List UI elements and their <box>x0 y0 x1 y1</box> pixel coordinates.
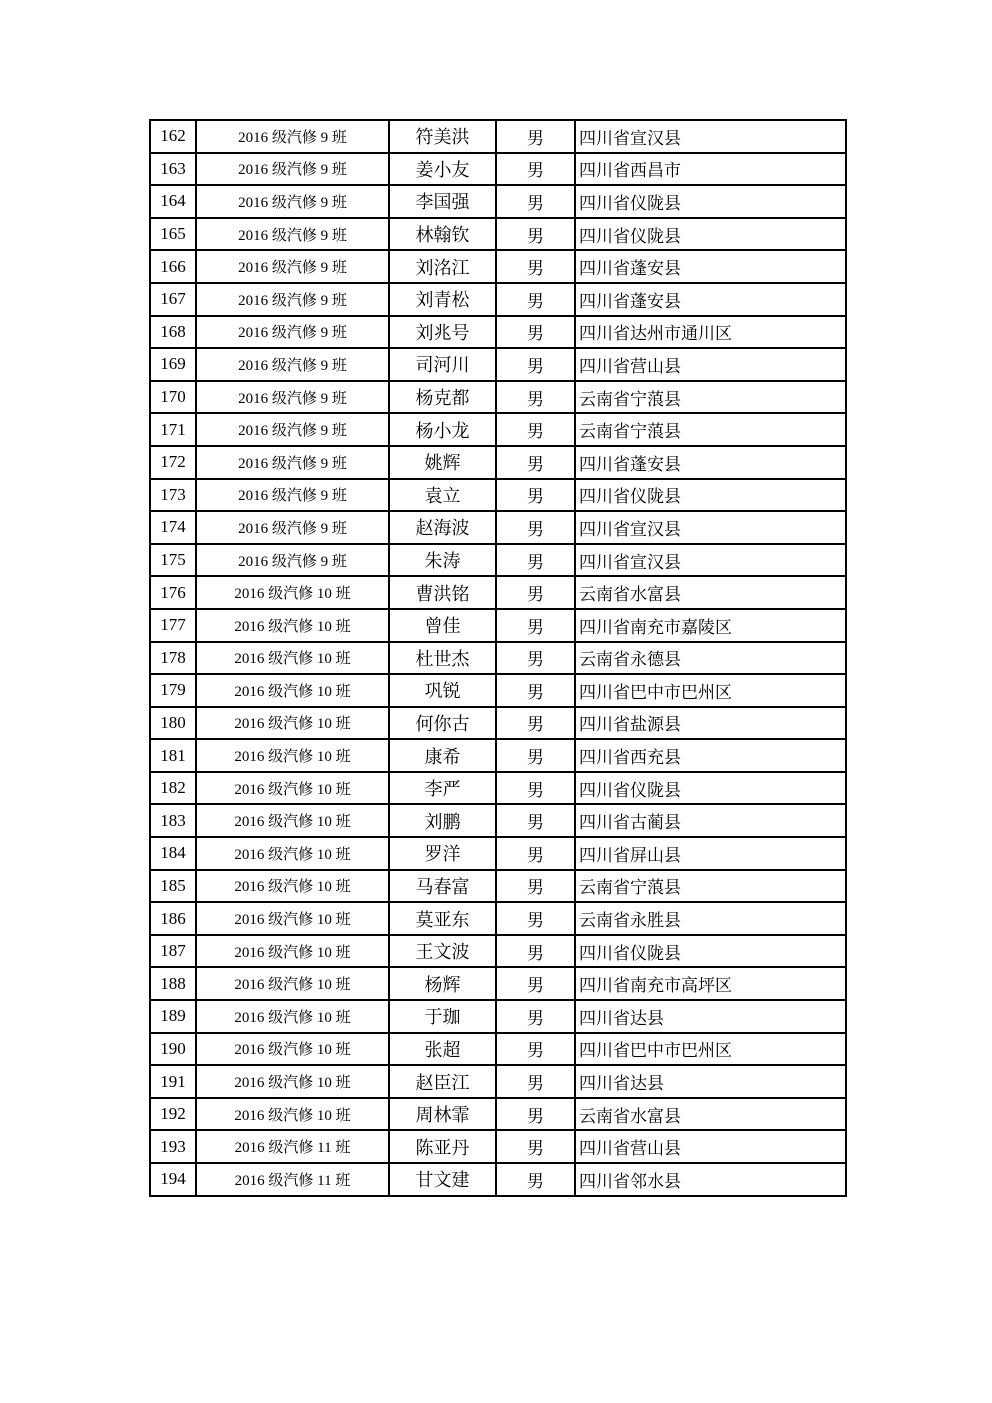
cell-origin: 四川省达州市通川区 <box>575 316 846 349</box>
cell-name: 杨辉 <box>389 967 496 1000</box>
cell-name: 杨克都 <box>389 381 496 414</box>
cell-name: 巩锐 <box>389 674 496 707</box>
cell-gender: 男 <box>496 120 575 153</box>
cell-name: 姜小友 <box>389 153 496 186</box>
cell-name: 曾佳 <box>389 609 496 642</box>
student-roster-table <box>149 119 847 1197</box>
table-row <box>150 739 846 772</box>
cell-number: 175 <box>150 544 196 577</box>
cell-gender: 男 <box>496 218 575 251</box>
cell-gender: 男 <box>496 348 575 381</box>
cell-origin: 四川省南充市嘉陵区 <box>575 609 846 642</box>
cell-name: 林翰钦 <box>389 218 496 251</box>
table-row <box>150 185 846 218</box>
cell-number: 190 <box>150 1033 196 1066</box>
cell-number: 176 <box>150 576 196 609</box>
cell-origin: 四川省蓬安县 <box>575 446 846 479</box>
cell-number: 177 <box>150 609 196 642</box>
cell-class: 2016 级汽修 10 班 <box>196 1098 389 1131</box>
table-row <box>150 1130 846 1163</box>
cell-class: 2016 级汽修 10 班 <box>196 1033 389 1066</box>
table-row <box>150 120 846 153</box>
cell-origin: 四川省营山县 <box>575 1130 846 1163</box>
cell-origin: 四川省仪陇县 <box>575 218 846 251</box>
cell-gender: 男 <box>496 739 575 772</box>
cell-class: 2016 级汽修 10 班 <box>196 837 389 870</box>
cell-origin: 四川省邻水县 <box>575 1163 846 1196</box>
cell-class: 2016 级汽修 9 班 <box>196 381 389 414</box>
cell-class: 2016 级汽修 9 班 <box>196 185 389 218</box>
table-row <box>150 1000 846 1033</box>
cell-class: 2016 级汽修 9 班 <box>196 511 389 544</box>
cell-gender: 男 <box>496 837 575 870</box>
cell-number: 189 <box>150 1000 196 1033</box>
cell-number: 185 <box>150 870 196 903</box>
cell-origin: 云南省永德县 <box>575 642 846 675</box>
cell-class: 2016 级汽修 9 班 <box>196 544 389 577</box>
cell-class: 2016 级汽修 10 班 <box>196 772 389 805</box>
table-row <box>150 348 846 381</box>
cell-class: 2016 级汽修 10 班 <box>196 674 389 707</box>
cell-name: 杜世杰 <box>389 642 496 675</box>
cell-number: 169 <box>150 348 196 381</box>
cell-name: 王文波 <box>389 935 496 968</box>
cell-name: 刘兆号 <box>389 316 496 349</box>
cell-name: 康希 <box>389 739 496 772</box>
cell-class: 2016 级汽修 9 班 <box>196 250 389 283</box>
cell-name: 曹洪铭 <box>389 576 496 609</box>
cell-number: 179 <box>150 674 196 707</box>
cell-number: 178 <box>150 642 196 675</box>
cell-class: 2016 级汽修 9 班 <box>196 218 389 251</box>
cell-gender: 男 <box>496 935 575 968</box>
cell-name: 刘鹏 <box>389 804 496 837</box>
cell-class: 2016 级汽修 10 班 <box>196 1065 389 1098</box>
cell-origin: 四川省盐源县 <box>575 707 846 740</box>
cell-number: 192 <box>150 1098 196 1131</box>
cell-class: 2016 级汽修 10 班 <box>196 1000 389 1033</box>
cell-name: 赵海波 <box>389 511 496 544</box>
table-row <box>150 316 846 349</box>
cell-class: 2016 级汽修 9 班 <box>196 316 389 349</box>
cell-gender: 男 <box>496 544 575 577</box>
cell-name: 符美洪 <box>389 120 496 153</box>
cell-gender: 男 <box>496 772 575 805</box>
cell-name: 司河川 <box>389 348 496 381</box>
cell-gender: 男 <box>496 609 575 642</box>
cell-gender: 男 <box>496 511 575 544</box>
cell-class: 2016 级汽修 11 班 <box>196 1130 389 1163</box>
table-row <box>150 511 846 544</box>
cell-gender: 男 <box>496 381 575 414</box>
cell-class: 2016 级汽修 11 班 <box>196 1163 389 1196</box>
cell-gender: 男 <box>496 446 575 479</box>
cell-number: 174 <box>150 511 196 544</box>
table-row <box>150 381 846 414</box>
cell-name: 张超 <box>389 1033 496 1066</box>
table-row <box>150 1033 846 1066</box>
cell-origin: 云南省水富县 <box>575 1098 846 1131</box>
cell-gender: 男 <box>496 479 575 512</box>
cell-class: 2016 级汽修 10 班 <box>196 707 389 740</box>
cell-class: 2016 级汽修 9 班 <box>196 413 389 446</box>
cell-gender: 男 <box>496 902 575 935</box>
cell-gender: 男 <box>496 1130 575 1163</box>
cell-gender: 男 <box>496 870 575 903</box>
table-row <box>150 707 846 740</box>
cell-origin: 四川省蓬安县 <box>575 250 846 283</box>
cell-name: 袁立 <box>389 479 496 512</box>
cell-origin: 云南省宁蒗县 <box>575 413 846 446</box>
cell-gender: 男 <box>496 674 575 707</box>
cell-name: 杨小龙 <box>389 413 496 446</box>
table-row <box>150 479 846 512</box>
cell-number: 193 <box>150 1130 196 1163</box>
cell-name: 何你古 <box>389 707 496 740</box>
cell-gender: 男 <box>496 250 575 283</box>
cell-origin: 四川省仪陇县 <box>575 185 846 218</box>
cell-origin: 四川省西昌市 <box>575 153 846 186</box>
table-row <box>150 153 846 186</box>
cell-class: 2016 级汽修 9 班 <box>196 479 389 512</box>
cell-number: 163 <box>150 153 196 186</box>
cell-origin: 四川省屏山县 <box>575 837 846 870</box>
cell-origin: 四川省宣汉县 <box>575 544 846 577</box>
cell-number: 171 <box>150 413 196 446</box>
table-row <box>150 674 846 707</box>
cell-class: 2016 级汽修 9 班 <box>196 283 389 316</box>
cell-class: 2016 级汽修 9 班 <box>196 446 389 479</box>
cell-gender: 男 <box>496 185 575 218</box>
cell-name: 于珈 <box>389 1000 496 1033</box>
cell-name: 李严 <box>389 772 496 805</box>
cell-origin: 四川省达县 <box>575 1000 846 1033</box>
cell-gender: 男 <box>496 1065 575 1098</box>
cell-origin: 云南省永胜县 <box>575 902 846 935</box>
cell-name: 朱涛 <box>389 544 496 577</box>
table-row <box>150 413 846 446</box>
table-row <box>150 250 846 283</box>
table-row <box>150 1098 846 1131</box>
cell-name: 莫亚东 <box>389 902 496 935</box>
cell-gender: 男 <box>496 153 575 186</box>
table-row <box>150 544 846 577</box>
table-row <box>150 283 846 316</box>
cell-origin: 四川省巴中市巴州区 <box>575 1033 846 1066</box>
cell-origin: 四川省古蔺县 <box>575 804 846 837</box>
cell-gender: 男 <box>496 413 575 446</box>
table-row <box>150 902 846 935</box>
cell-name: 罗洋 <box>389 837 496 870</box>
cell-origin: 四川省仪陇县 <box>575 479 846 512</box>
cell-origin: 四川省达县 <box>575 1065 846 1098</box>
cell-origin: 云南省宁蒗县 <box>575 381 846 414</box>
cell-number: 183 <box>150 804 196 837</box>
cell-class: 2016 级汽修 10 班 <box>196 576 389 609</box>
table-row <box>150 218 846 251</box>
cell-gender: 男 <box>496 1033 575 1066</box>
cell-gender: 男 <box>496 576 575 609</box>
cell-number: 191 <box>150 1065 196 1098</box>
cell-name: 马春富 <box>389 870 496 903</box>
cell-number: 164 <box>150 185 196 218</box>
cell-name: 陈亚丹 <box>389 1130 496 1163</box>
table-row <box>150 642 846 675</box>
cell-gender: 男 <box>496 1163 575 1196</box>
cell-origin: 四川省巴中市巴州区 <box>575 674 846 707</box>
cell-name: 赵臣江 <box>389 1065 496 1098</box>
cell-number: 172 <box>150 446 196 479</box>
cell-class: 2016 级汽修 9 班 <box>196 120 389 153</box>
cell-class: 2016 级汽修 10 班 <box>196 902 389 935</box>
cell-gender: 男 <box>496 316 575 349</box>
cell-name: 刘洺江 <box>389 250 496 283</box>
table-row <box>150 935 846 968</box>
cell-number: 173 <box>150 479 196 512</box>
cell-number: 167 <box>150 283 196 316</box>
cell-class: 2016 级汽修 10 班 <box>196 739 389 772</box>
cell-gender: 男 <box>496 1000 575 1033</box>
cell-name: 姚辉 <box>389 446 496 479</box>
cell-class: 2016 级汽修 10 班 <box>196 935 389 968</box>
cell-number: 165 <box>150 218 196 251</box>
table-body <box>150 120 846 1196</box>
cell-class: 2016 级汽修 10 班 <box>196 967 389 1000</box>
cell-number: 180 <box>150 707 196 740</box>
table-row <box>150 446 846 479</box>
cell-number: 194 <box>150 1163 196 1196</box>
cell-number: 162 <box>150 120 196 153</box>
cell-name: 李国强 <box>389 185 496 218</box>
cell-origin: 云南省宁蒗县 <box>575 870 846 903</box>
cell-gender: 男 <box>496 283 575 316</box>
table-row <box>150 837 846 870</box>
cell-number: 168 <box>150 316 196 349</box>
cell-number: 170 <box>150 381 196 414</box>
cell-number: 166 <box>150 250 196 283</box>
cell-number: 182 <box>150 772 196 805</box>
cell-name: 甘文建 <box>389 1163 496 1196</box>
cell-class: 2016 级汽修 10 班 <box>196 870 389 903</box>
cell-gender: 男 <box>496 1098 575 1131</box>
cell-gender: 男 <box>496 967 575 1000</box>
cell-number: 187 <box>150 935 196 968</box>
cell-origin: 四川省宣汉县 <box>575 120 846 153</box>
table-row <box>150 576 846 609</box>
table-row <box>150 609 846 642</box>
table-row <box>150 967 846 1000</box>
cell-origin: 四川省西充县 <box>575 739 846 772</box>
table-row <box>150 1163 846 1196</box>
cell-number: 188 <box>150 967 196 1000</box>
cell-origin: 四川省宣汉县 <box>575 511 846 544</box>
cell-gender: 男 <box>496 804 575 837</box>
table-row <box>150 870 846 903</box>
cell-number: 181 <box>150 739 196 772</box>
cell-origin: 四川省营山县 <box>575 348 846 381</box>
table-row <box>150 804 846 837</box>
cell-class: 2016 级汽修 9 班 <box>196 153 389 186</box>
table-row <box>150 772 846 805</box>
cell-origin: 四川省南充市高坪区 <box>575 967 846 1000</box>
cell-name: 刘青松 <box>389 283 496 316</box>
cell-name: 周林霏 <box>389 1098 496 1131</box>
cell-origin: 四川省蓬安县 <box>575 283 846 316</box>
cell-origin: 四川省仪陇县 <box>575 935 846 968</box>
cell-class: 2016 级汽修 10 班 <box>196 609 389 642</box>
cell-class: 2016 级汽修 9 班 <box>196 348 389 381</box>
table-row <box>150 1065 846 1098</box>
cell-number: 184 <box>150 837 196 870</box>
cell-gender: 男 <box>496 707 575 740</box>
cell-class: 2016 级汽修 10 班 <box>196 804 389 837</box>
cell-origin: 云南省水富县 <box>575 576 846 609</box>
cell-class: 2016 级汽修 10 班 <box>196 642 389 675</box>
cell-number: 186 <box>150 902 196 935</box>
cell-origin: 四川省仪陇县 <box>575 772 846 805</box>
cell-gender: 男 <box>496 642 575 675</box>
